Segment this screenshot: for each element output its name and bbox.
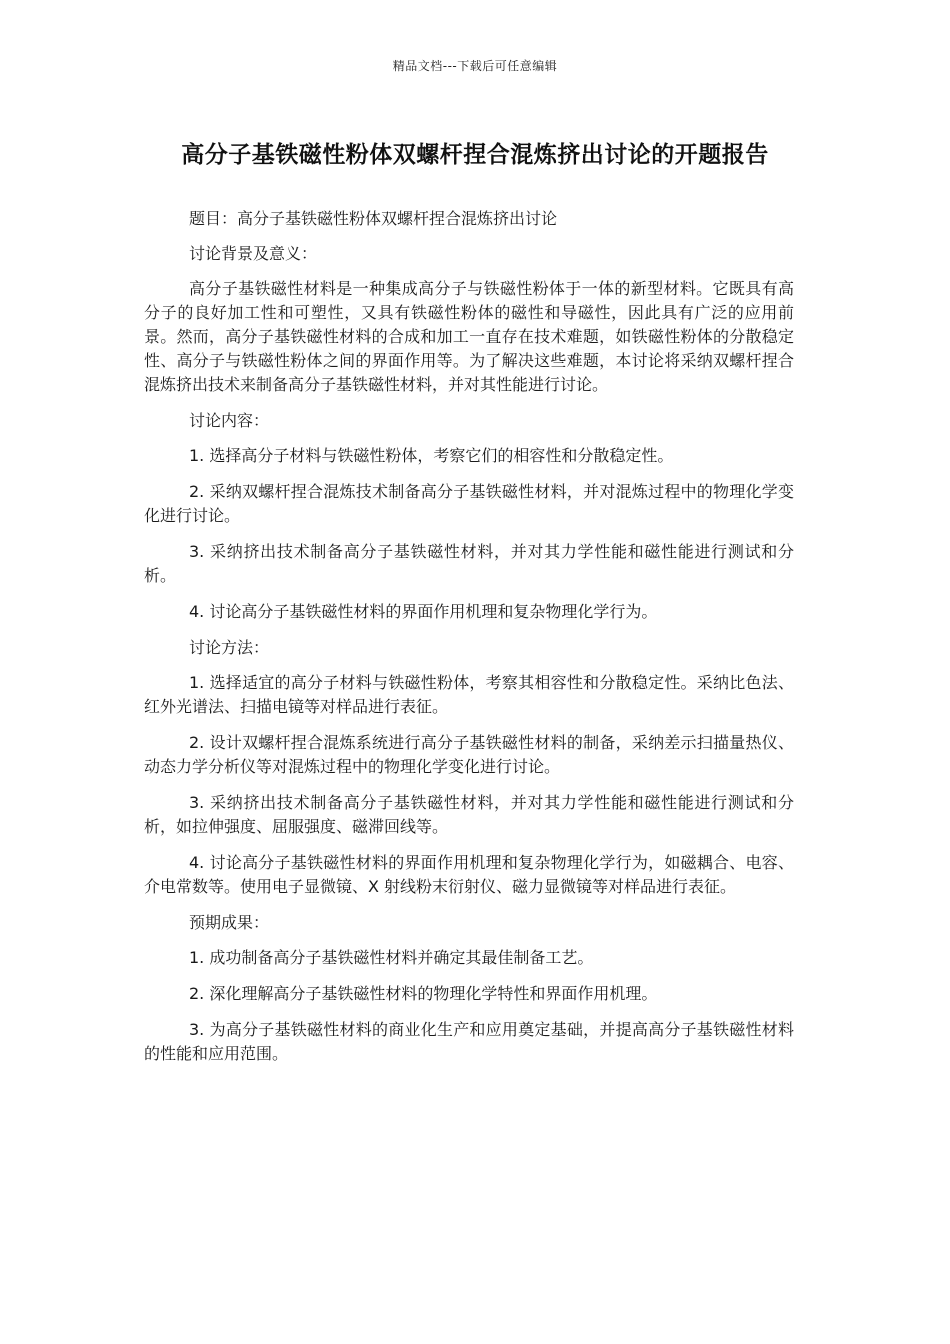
section-heading-background: 讨论背景及意义： <box>189 244 318 263</box>
header-note: 精品文档---下载后可任意编辑 <box>392 59 558 73</box>
content-item-4: 4. 讨论高分子基铁磁性材料的界面作用机理和复杂物理化学行为。 <box>189 602 658 621</box>
method-item-2: 2. 设计双螺杆捏合混炼系统进行高分子基铁磁性材料的制备，采纳差示扫描量热仪、动态力学分析仪等对混炼过程中的物理化学变化进行讨论。 <box>144 733 794 776</box>
method-item-3: 3. 采纳挤出技术制备高分子基铁磁性材料，并对其力学性能和磁性能进行测试和分析，如拉伸强度、屈服强度、磁滞回线等。 <box>144 793 794 836</box>
content-item-3: 3. 采纳挤出技术制备高分子基铁磁性材料，并对其力学性能和磁性能进行测试和分析。 <box>144 542 794 585</box>
result-item-3: 3. 为高分子基铁磁性材料的商业化生产和应用奠定基础，并提高高分子基铁磁性材料的性能和应用范围。 <box>144 1020 794 1063</box>
result-item-2: 2. 深化理解高分子基铁磁性材料的物理化学特性和界面作用机理。 <box>189 984 658 1003</box>
section-heading-content: 讨论内容： <box>189 411 270 430</box>
method-item-4: 4. 讨论高分子基铁磁性材料的界面作用机理和复杂物理化学行为，如磁耦合、电容、介电常数等。使用电子显微镜、X 射线粉末衍射仪、磁力显微镜等对样品进行表征。 <box>144 853 794 896</box>
result-item-1: 1. 成功制备高分子基铁磁性材料并确定其最佳制备工艺。 <box>189 948 594 967</box>
topic-line: 题目：高分子基铁磁性粉体双螺杆捏合混炼挤出讨论 <box>189 209 558 228</box>
section-heading-results: 预期成果： <box>189 913 270 932</box>
document-title: 高分子基铁磁性粉体双螺杆捏合混炼挤出讨论的开题报告 <box>181 142 769 168</box>
section-heading-methods: 讨论方法： <box>189 638 270 657</box>
content-item-1: 1. 选择高分子材料与铁磁性粉体，考察它们的相容性和分散稳定性。 <box>189 446 674 465</box>
background-paragraph: 高分子基铁磁性材料是一种集成高分子与铁磁性粉体于一体的新型材料。它既具有高分子的良好加工性和可塑性，又具有铁磁性粉体的磁性和导磁性，因此具有广泛的应用前景。然而，高分子基铁磁性材料的合成和加工一直存在技术难题，如铁磁性粉体的分散稳定性、高分子与铁磁性粉体之间的界面作用等。为了解决这些难题，本讨论将采纳双螺杆捏合混炼挤出技术来制备高分子基铁磁性材料，并对其性能进行讨论。 <box>144 279 794 394</box>
content-item-2: 2. 采纳双螺杆捏合混炼技术制备高分子基铁磁性材料，并对混炼过程中的物理化学变化进行讨论。 <box>144 482 794 525</box>
document-body <box>144 207 794 1078</box>
method-item-1: 1. 选择适宜的高分子材料与铁磁性粉体，考察其相容性和分散稳定性。采纳比色法、红外光谱法、扫描电镜等对样品进行表征。 <box>144 673 794 716</box>
